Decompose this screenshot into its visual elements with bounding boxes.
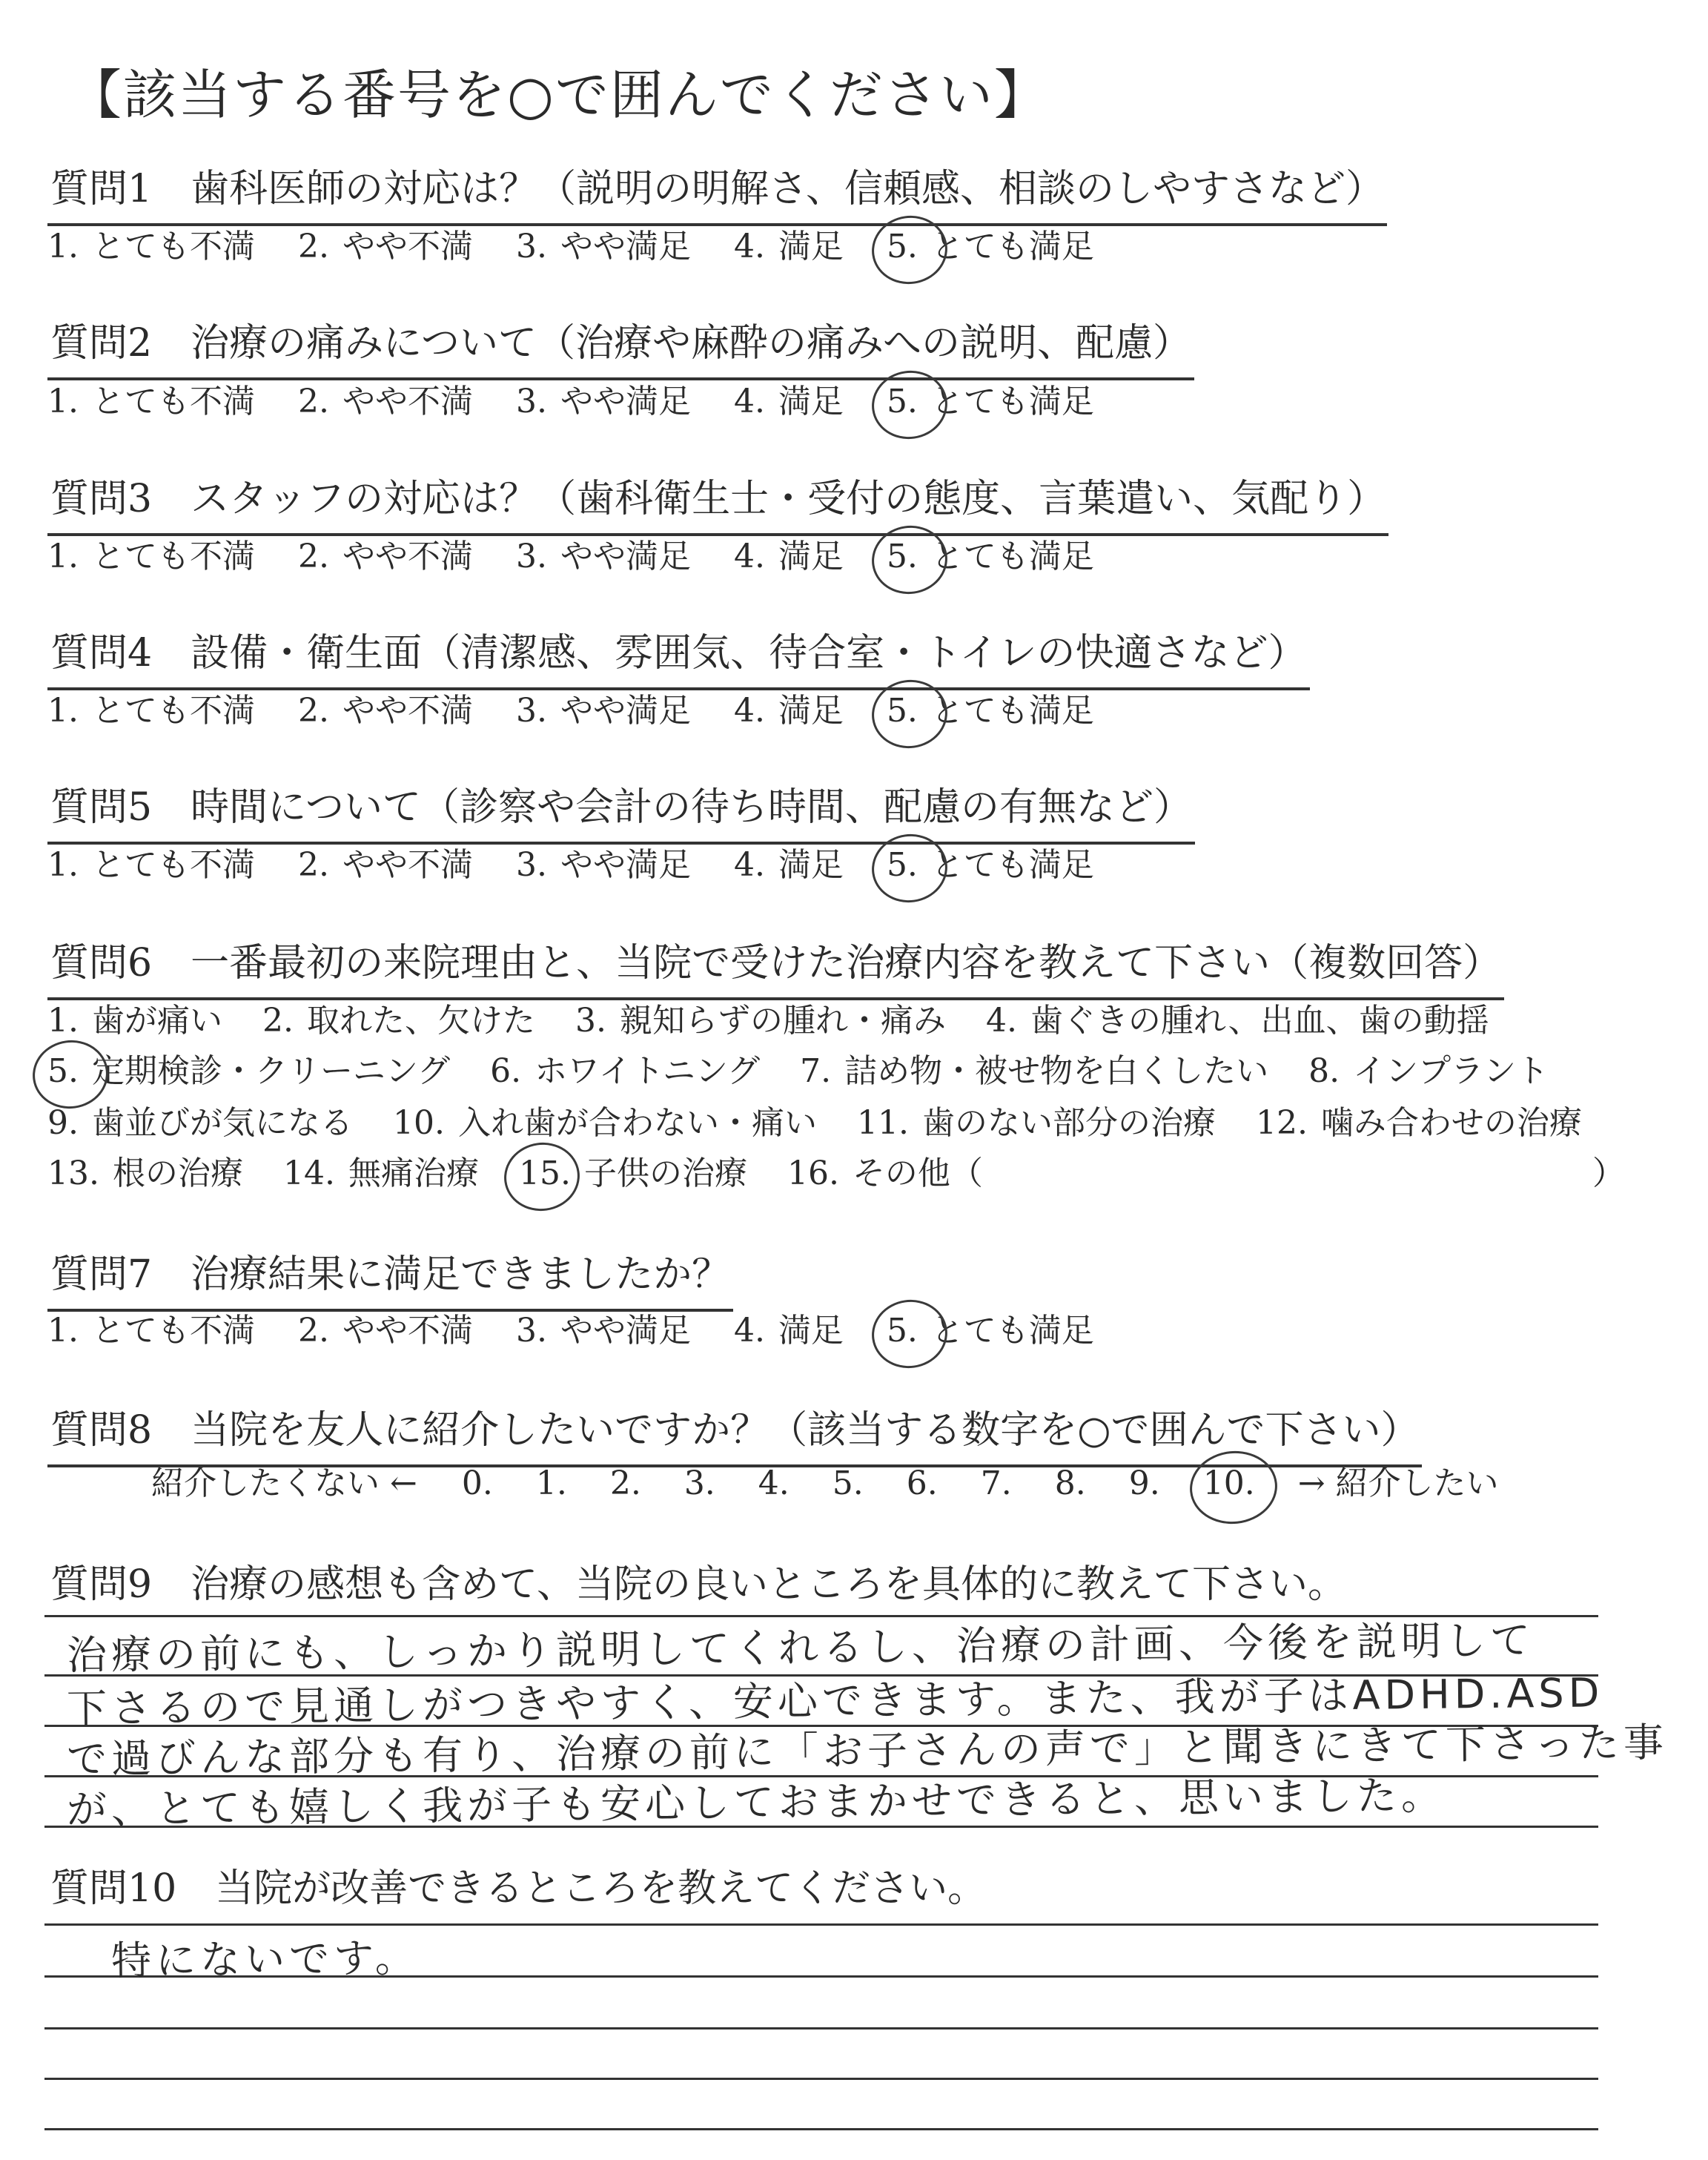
scale-option[interactable] — [734, 374, 844, 422]
option-number: 2. — [297, 1312, 329, 1350]
q8-number[interactable]: 1. — [535, 1464, 567, 1502]
q8-number[interactable]: 6. — [906, 1464, 938, 1502]
q4-options — [47, 684, 1137, 731]
scale-option[interactable] — [516, 684, 691, 731]
q8-number[interactable]: 7. — [980, 1464, 1012, 1502]
option-number: 10. — [392, 1104, 445, 1142]
q8-number[interactable]: 0. — [461, 1464, 493, 1502]
selected-option-number: 15. — [518, 1155, 571, 1192]
option-number: 3. — [515, 228, 547, 265]
selected-option-number: 5. — [886, 538, 918, 575]
q8-left-label: 紹介したくない ← — [151, 1464, 417, 1502]
q6-option[interactable] — [1256, 1096, 1582, 1143]
q6-option-row — [47, 1096, 1622, 1143]
option-label: とても満足 — [930, 846, 1094, 884]
option-number: 1. — [47, 383, 79, 420]
q3-options — [47, 529, 1137, 577]
option-label: やや不満 — [342, 228, 473, 265]
option-number: 11. — [856, 1104, 909, 1142]
option-number: 12. — [1255, 1104, 1308, 1142]
option-number: 2. — [297, 228, 329, 265]
option-label: 定期検診・クリーニング — [91, 1052, 451, 1090]
option-label: ホワイトニング — [534, 1052, 761, 1090]
option-label: 親知らずの腫れ・痛み — [619, 1002, 946, 1040]
scale-option[interactable] — [734, 529, 844, 577]
page-header: 【該当する番号を○で囲んでください】 — [68, 64, 1049, 126]
option-number: 4. — [733, 538, 765, 575]
option-label: やや不満 — [342, 383, 473, 420]
q7-title: 質問7 治療結果に満足できましたか？ — [47, 1243, 733, 1312]
q3-title: 質問3 スタッフの対応は？（歯科衛生士・受付の態度、言葉遣い、気配り） — [47, 467, 1388, 536]
q8-number[interactable]: 8. — [1054, 1464, 1086, 1502]
option-number: 3. — [515, 692, 547, 730]
option-label: やや満足 — [560, 846, 691, 884]
q5-title: 質問5 時間について（診察や会計の待ち時間、配慮の有無など） — [47, 776, 1195, 845]
option-label: とても不満 — [91, 1312, 255, 1350]
scale-option[interactable] — [516, 838, 691, 885]
q10-title: 質問10 当院が改善できるところを教えてください。 — [50, 1866, 987, 1911]
option-label: やや不満 — [342, 846, 473, 884]
selected-option-number: 5. — [886, 1312, 918, 1350]
q6-option[interactable] — [857, 1096, 1216, 1143]
q6-option[interactable] — [787, 1146, 983, 1194]
option-number: 4. — [733, 692, 765, 730]
option-number: 9. — [47, 1104, 79, 1142]
option-number: 2. — [297, 538, 329, 575]
option-number: 2. — [262, 1002, 294, 1040]
scale-option[interactable] — [887, 374, 1094, 422]
q6-option[interactable] — [283, 1146, 479, 1194]
option-number: 4. — [733, 383, 765, 420]
q2-options — [47, 374, 1137, 422]
option-label: 取れた、欠けた — [306, 1002, 535, 1040]
option-label: 歯のない部分の治療 — [921, 1104, 1216, 1142]
option-number: 1. — [47, 538, 79, 575]
option-number: 1. — [47, 1312, 79, 1350]
scale-option[interactable] — [298, 374, 473, 422]
q10-answer-line: 特にないです。 — [110, 1934, 420, 1984]
option-number: 4. — [733, 228, 765, 265]
option-number: 3. — [575, 1002, 606, 1040]
option-number: 3. — [515, 1312, 547, 1350]
scale-option[interactable] — [47, 374, 255, 422]
option-label: とても満足 — [930, 228, 1094, 265]
scale-option[interactable] — [47, 1304, 255, 1351]
option-label: 詰め物・被せ物を白くしたい — [844, 1052, 1269, 1090]
q8-right-label: → 紹介したい — [1297, 1464, 1499, 1502]
option-number: 2. — [297, 383, 329, 420]
q10-line-rule — [44, 2027, 1598, 2029]
option-label: やや満足 — [560, 383, 691, 420]
q8-scale — [151, 1456, 1499, 1504]
q6-option[interactable] — [47, 1044, 450, 1091]
option-number: 8. — [1308, 1052, 1340, 1090]
option-label: とても不満 — [91, 383, 255, 420]
q8-number[interactable]: 9. — [1128, 1464, 1160, 1502]
option-label: とても不満 — [91, 692, 255, 730]
option-label: やや満足 — [560, 228, 691, 265]
option-number: 6. — [490, 1052, 522, 1090]
scale-option[interactable] — [516, 374, 691, 422]
q8-title: 質問8 当院を友人に紹介したいですか？（該当する数字を○で囲んで下さい） — [47, 1398, 1422, 1467]
q4-title: 質問4 設備・衛生面（清潔感、雰囲気、待合室・トイレの快適さなど） — [47, 621, 1310, 690]
option-number: 3. — [515, 538, 547, 575]
option-number: 7. — [800, 1052, 832, 1090]
option-label: インプラント — [1353, 1052, 1549, 1090]
q10-line-rule — [44, 1923, 1598, 1926]
q8-number[interactable]: 2. — [609, 1464, 641, 1502]
option-label: やや満足 — [560, 692, 691, 730]
option-label: 満足 — [778, 228, 844, 265]
option-label: 満足 — [778, 846, 844, 884]
q9-title: 質問9 治療の感想も含めて、当院の良いところを具体的に教えて下さい。 — [50, 1562, 1347, 1607]
scale-option[interactable] — [516, 529, 691, 577]
q9-answer-line: 下さるので見通しがつきやすく、安心できます。また、我が子はADHD.ASD — [66, 1669, 1604, 1732]
q2-title: 質問2 治療の痛みについて（治療や麻酔の痛みへの説明、配慮） — [47, 311, 1194, 380]
q9-answer-line: で過びんな部分も有り、治療の前に「お子さんの声で」と聞きにきて下さった事 — [66, 1719, 1669, 1783]
q6-option-row — [47, 994, 1529, 1041]
scale-option[interactable] — [47, 684, 255, 731]
option-number: 4. — [733, 846, 765, 884]
q9-answer-line: 治療の前にも、しっかり説明してくれるし、治療の計画、今後を説明して — [66, 1616, 1535, 1679]
q6-option[interactable] — [1308, 1044, 1549, 1091]
option-label: やや不満 — [342, 1312, 473, 1350]
option-label: 満足 — [778, 1312, 844, 1350]
scale-option[interactable] — [298, 219, 473, 267]
option-number: 4. — [985, 1002, 1017, 1040]
option-label: 無痛治療 — [348, 1155, 479, 1192]
option-number: 3. — [515, 846, 547, 884]
option-number: 2. — [297, 846, 329, 884]
option-label: 歯ぐきの腫れ、出血、歯の動揺 — [1030, 1002, 1489, 1040]
scale-option[interactable] — [887, 838, 1094, 885]
option-label: 子供の治療 — [583, 1155, 747, 1192]
option-label: 歯が痛い — [91, 1002, 222, 1040]
q9-answer-line: が、とても嬉しく我が子も安心しておまかせできると、思いました。 — [66, 1771, 1446, 1833]
option-label: やや満足 — [560, 1312, 691, 1350]
q6-option[interactable] — [519, 1146, 747, 1194]
q8-number[interactable]: 4. — [758, 1464, 790, 1502]
scale-option[interactable] — [47, 219, 255, 267]
scale-option[interactable] — [298, 684, 473, 731]
option-label: とても満足 — [930, 1312, 1094, 1350]
option-number: 1. — [47, 846, 79, 884]
option-number: 2. — [297, 692, 329, 730]
scale-option[interactable] — [887, 684, 1094, 731]
option-number: 3. — [515, 383, 547, 420]
q6-option[interactable] — [393, 1096, 817, 1143]
q6-option-row — [47, 1146, 1023, 1194]
q6-other-close-paren: ） — [1592, 1155, 1625, 1192]
scale-option[interactable] — [516, 219, 691, 267]
q6-option[interactable] — [986, 994, 1489, 1041]
scale-option[interactable] — [47, 838, 255, 885]
q8-number[interactable]: 5. — [832, 1464, 864, 1502]
option-number: 14. — [282, 1155, 335, 1192]
option-label: とても不満 — [91, 228, 255, 265]
scale-option[interactable] — [887, 219, 1094, 267]
q8-number[interactable]: 3. — [683, 1464, 715, 1502]
q10-line-rule — [44, 2078, 1598, 2080]
option-label: 満足 — [778, 383, 844, 420]
q6-option[interactable] — [575, 994, 946, 1041]
q8-selected-number[interactable]: 10. — [1202, 1464, 1255, 1502]
scale-option[interactable] — [47, 529, 255, 577]
q6-option[interactable] — [47, 994, 222, 1041]
q6-option[interactable] — [262, 994, 535, 1041]
option-number: 16. — [787, 1155, 839, 1192]
scale-option[interactable] — [887, 529, 1094, 577]
option-label: 満足 — [778, 692, 844, 730]
option-label: 根の治療 — [112, 1155, 243, 1192]
selected-option-number: 5. — [47, 1052, 79, 1090]
option-label: 歯並びが気になる — [91, 1104, 353, 1142]
option-label: とても不満 — [91, 538, 255, 575]
option-label: やや満足 — [560, 538, 691, 575]
q10-line-rule — [44, 2128, 1598, 2130]
q6-title: 質問6 一番最初の来院理由と、当院で受けた治療内容を教えて下さい（複数回答） — [47, 931, 1504, 1000]
option-label: やや不満 — [342, 692, 473, 730]
q6-option-row — [47, 1044, 1589, 1091]
option-number: 1. — [47, 692, 79, 730]
q1-title: 質問1 歯科医師の対応は？（説明の明解さ、信頼感、相談のしやすさなど） — [47, 157, 1387, 226]
q7-options — [47, 1304, 1137, 1351]
scale-option[interactable] — [734, 219, 844, 267]
option-label: とても満足 — [930, 383, 1094, 420]
option-label: とても満足 — [930, 692, 1094, 730]
option-number: 4. — [733, 1312, 765, 1350]
option-number: 13. — [47, 1155, 99, 1192]
option-number: 1. — [47, 1002, 79, 1040]
scale-option[interactable] — [298, 838, 473, 885]
option-label: 入れ歯が合わない・痛い — [457, 1104, 817, 1142]
q6-option[interactable] — [47, 1146, 243, 1194]
scale-option[interactable] — [734, 1304, 844, 1351]
selected-option-number: 5. — [886, 228, 918, 265]
q1-options — [47, 219, 1137, 267]
option-label: とても不満 — [91, 846, 255, 884]
q6-option[interactable] — [47, 1096, 353, 1143]
scale-option[interactable] — [516, 1304, 691, 1351]
option-label: とても満足 — [930, 538, 1094, 575]
selected-option-number: 5. — [886, 383, 918, 420]
option-label: その他（ — [852, 1155, 983, 1192]
scale-option[interactable] — [887, 1304, 1094, 1351]
scale-option[interactable] — [298, 529, 473, 577]
q6-option[interactable] — [800, 1044, 1268, 1091]
scale-option[interactable] — [298, 1304, 473, 1351]
option-number: 1. — [47, 228, 79, 265]
selected-option-number: 5. — [886, 846, 918, 884]
scale-option[interactable] — [734, 838, 844, 885]
option-label: 噛み合わせの治療 — [1320, 1104, 1582, 1142]
scale-option[interactable] — [734, 684, 844, 731]
selected-option-number: 5. — [886, 692, 918, 730]
q6-option[interactable] — [490, 1044, 760, 1091]
q5-options — [47, 838, 1137, 885]
option-label: 満足 — [778, 538, 844, 575]
option-label: やや不満 — [342, 538, 473, 575]
